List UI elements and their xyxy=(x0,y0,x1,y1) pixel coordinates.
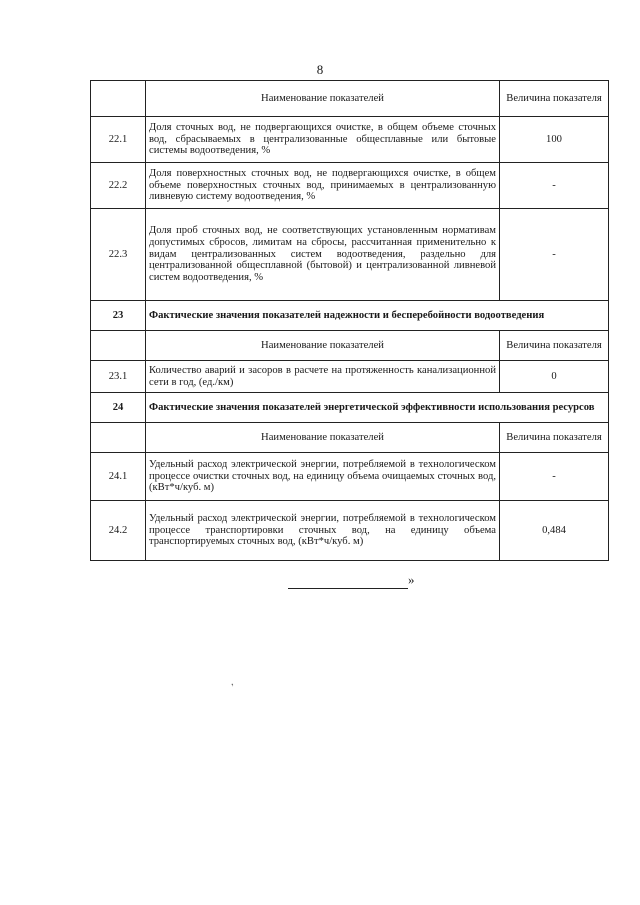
table-row xyxy=(91,163,609,209)
row-description: Доля проб сточных вод, не соответствующих установленным нормативам допустимых сбросов, лимитам на сбросы, рассчитанная применительно к видам централизованных систем водоотведения, раздельно для централизованной общесплавной (бытовой) и централизованной ливневой систем водоотведения, % xyxy=(146,209,500,301)
table-row xyxy=(91,453,609,501)
header-num-cell xyxy=(91,331,146,361)
row-value: - xyxy=(500,163,609,209)
row-description: Удельный расход электрической энергии, потребляемой в технологическом процессе очистки сточных вод, на единицу объема очищаемых сточных вод, (кВт*ч/куб. м) xyxy=(146,453,500,501)
header-value-cell: Величина показателя xyxy=(500,331,609,361)
row-number: 24.1 xyxy=(91,453,146,501)
section-number: 24 xyxy=(91,393,146,423)
closing-quote: » xyxy=(408,572,415,587)
header-num-cell xyxy=(91,81,146,117)
table-header-row xyxy=(91,331,609,361)
header-name-cell: Наименование показателей xyxy=(146,331,500,361)
table-header-row xyxy=(91,81,609,117)
row-value: - xyxy=(500,209,609,301)
section-row xyxy=(91,301,609,331)
header-name-cell: Наименование показателей xyxy=(146,81,500,117)
page-number: 8 xyxy=(316,62,324,77)
header-value-cell: Величина показателя xyxy=(500,81,609,117)
indicators-table xyxy=(90,80,609,561)
row-number: 22.1 xyxy=(91,117,146,163)
table-row xyxy=(91,361,609,393)
table-row xyxy=(91,501,609,561)
row-description: Количество аварий и засоров в расчете на протяженность канализационной сети в год, (ед./км) xyxy=(146,361,500,393)
row-number: 22.3 xyxy=(91,209,146,301)
row-value: - xyxy=(500,453,609,501)
row-description: Доля поверхностных сточных вод, не подвергающихся очистке, в общем объеме поверхностных сточных вод, принимаемых в централизованную ливневую систему водоотведения, % xyxy=(146,163,500,209)
section-title: Фактические значения показателей энергетической эффективности использования ресурсов xyxy=(146,393,609,423)
row-description: Доля сточных вод, не подвергающихся очистке, в общем объеме сточных вод, сбрасываемых в централизованные общесплавные или бытовые системы водоотведения, % xyxy=(146,117,500,163)
table-header-row xyxy=(91,423,609,453)
table-row xyxy=(91,209,609,301)
row-description: Удельный расход электрической энергии, потребляемой в технологическом процессе транспортировки сточных вод, на единицу объема транспортируемых сточных вод, (кВт*ч/куб. м) xyxy=(146,501,500,561)
section-number: 23 xyxy=(91,301,146,331)
section-row xyxy=(91,393,609,423)
row-number: 23.1 xyxy=(91,361,146,393)
section-title: Фактические значения показателей надежности и бесперебойности водоотведения xyxy=(146,301,609,331)
row-number: 24.2 xyxy=(91,501,146,561)
header-name-cell: Наименование показателей xyxy=(146,423,500,453)
stray-mark: ʼ xyxy=(229,681,238,694)
row-number: 22.2 xyxy=(91,163,146,209)
row-value: 100 xyxy=(500,117,609,163)
row-value: 0,484 xyxy=(500,501,609,561)
header-num-cell xyxy=(91,423,146,453)
row-value: 0 xyxy=(500,361,609,393)
table-row xyxy=(91,117,609,163)
closing-line xyxy=(288,574,408,589)
header-value-cell: Величина показателя xyxy=(500,423,609,453)
